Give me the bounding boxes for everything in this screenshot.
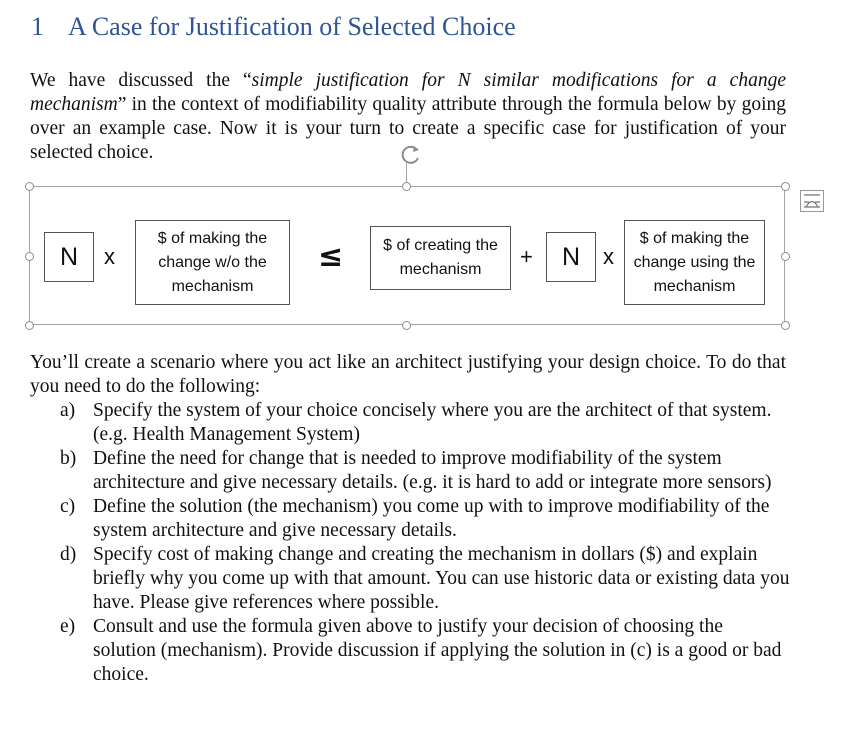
resize-handle-left[interactable] <box>25 252 34 261</box>
layout-options-icon[interactable] <box>800 190 824 212</box>
times-symbol-left: x <box>104 244 115 269</box>
list-marker: e) <box>60 616 76 637</box>
steps-list <box>60 399 790 687</box>
intro-text-1: We have discussed the “ <box>30 70 252 91</box>
list-marker: c) <box>60 496 76 517</box>
cost-without-mechanism-box: $ of making the change w/o the mechanism <box>135 220 290 305</box>
list-item <box>60 495 790 543</box>
cost-creating-mechanism-box: $ of creating the mechanism <box>370 226 511 290</box>
resize-handle-bottom[interactable] <box>402 321 411 330</box>
resize-handle-bottom-left[interactable] <box>25 321 34 330</box>
list-item-text: Define the solution (the mechanism) you come up with to improve modifiability of the system architecture and give necessary details. <box>93 496 770 541</box>
resize-handle-right[interactable] <box>781 252 790 261</box>
list-item <box>60 399 790 447</box>
plus-symbol: + <box>520 244 533 269</box>
list-marker: b) <box>60 448 77 469</box>
list-item-text: Specify the system of your choice concisely where you are the architect of that system. (e.g. Health Management System) <box>93 400 772 445</box>
less-or-equal-symbol: ≤ <box>318 239 344 274</box>
list-marker: a) <box>60 400 76 421</box>
list-marker: d) <box>60 544 77 565</box>
resize-handle-top-right[interactable] <box>781 182 790 191</box>
list-item <box>60 447 790 495</box>
section-number: 1 <box>31 12 44 41</box>
cost-using-mechanism-box: $ of making the change using the mechanism <box>624 220 765 305</box>
list-item <box>60 543 790 615</box>
list-item-text: Consult and use the formula given above to justify your decision of choosing the solution (mechanism). Provide discussion if applying the solution in (c) is a good or bad choice. <box>93 616 782 685</box>
resize-handle-bottom-right[interactable] <box>781 321 790 330</box>
rotate-handle-icon[interactable] <box>397 142 423 168</box>
section-title: A Case for Justification of Selected Choice <box>68 12 516 41</box>
intro-text-2: ” in the context of modifiability quality attribute through the formula below by going over an example case. Now it is your turn to create a specific case for justification of your selected choice. <box>30 94 786 163</box>
list-item-text: Define the need for change that is needed to improve modifiability of the system architecture and give necessary details. (e.g. it is hard to add or integrate more sensors) <box>93 448 772 493</box>
list-item-text: Specify cost of making change and creating the mechanism in dollars ($) and explain briefly why you come up with that amount. You can use historic data or existing data you have. Please give references where possible. <box>93 544 790 613</box>
n-box-right: N <box>546 232 596 282</box>
intro-italic-text: simple justification for N similar modifications for a change mechanism <box>30 70 786 115</box>
n-box-left: N <box>44 232 94 282</box>
times-symbol-right: x <box>603 244 614 269</box>
scenario-intro-paragraph: You’ll create a scenario where you act like an architect justifying your design choice. To do that you need to do the following: <box>30 352 786 397</box>
resize-handle-top[interactable] <box>402 182 411 191</box>
list-item <box>60 615 790 687</box>
section-heading <box>31 12 516 42</box>
resize-handle-top-left[interactable] <box>25 182 34 191</box>
